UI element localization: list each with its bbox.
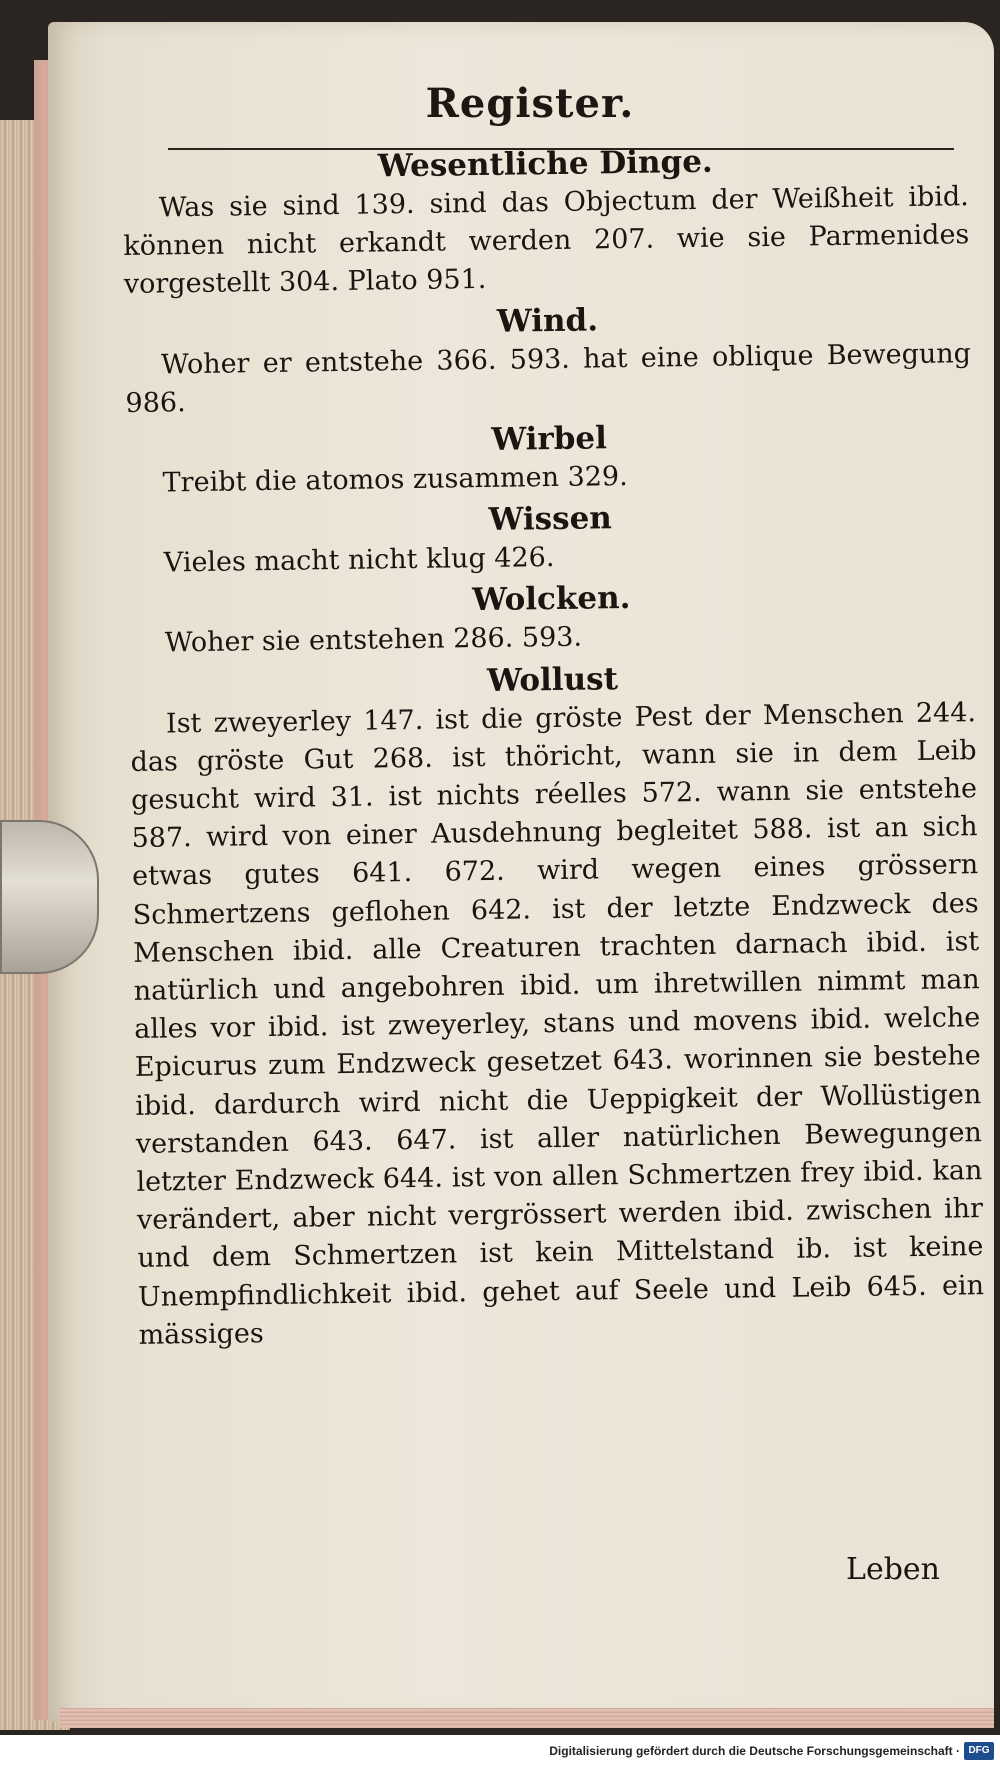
dfg-logo: DFG [964, 1742, 994, 1760]
book-clasp [0, 820, 99, 974]
entry-text: Ist zweyerley 147. ist die gröste Pest der Menschen 244. das gröste Gut 268. ist thöricht, wann sie in dem Leib gesucht wird 31. ist nichts réelles 572. wann sie entstehe 587. wird von einer Ausdehnung begleitet 588. ist an sich etwas gutes 641. 672. wird wegen eines grössern Schmertzens geflohen 642. ist der letzte Endzweck des Menschen ibid. alle Creaturen trachten darnach ibid. ist natürlich und angebohren ibid. um ihretwillen nimmt man alles vor ibid. ist zweyerley, stans und movens ibid. welche Epicurus zum Endzweck gesetzet 643. worinnen sie bestehe ibid. dardurch wird nicht die Ueppigkeit der Wollüstigen verstanden 643. 647. ist aller natürlichen Bewegungen letzter Endzweck 644. ist von allen Schmertzen frey ibid. kan verändert, aber nicht vergrössert werden ibid. zwischen ihr und dem Schmertzen ist kein Mittelstand ib. ist keine Unempfindlichkeit ibid. gehet auf Seele und Leib 645. ein mässiges [130, 696, 985, 1351]
entry-title: Wolcken. [472, 580, 631, 619]
register-entry [124, 295, 972, 423]
entry-text: Woher er entstehe 366. 593. hat eine oblique Bewegung 986. [125, 337, 972, 419]
footer [0, 1740, 1000, 1765]
register-content [122, 136, 985, 1355]
register-entry [122, 138, 970, 304]
catchword: Leben [846, 1552, 940, 1587]
bottom-page-edge [60, 1708, 994, 1728]
entry-title: Wirbel [491, 420, 608, 458]
register-entry [128, 574, 975, 664]
page-header: Register. [425, 80, 635, 127]
entry-text: Woher sie entstehen 286. 593. [164, 622, 583, 659]
entry-text: Treibt die atomos zusammen 329. [162, 460, 628, 499]
entry-title: Wollust [486, 660, 619, 699]
register-entry [126, 413, 973, 503]
entry-text: Vieles macht nicht klug 426. [163, 542, 555, 579]
register-entry [129, 654, 985, 1355]
entry-title: Wissen [488, 500, 613, 539]
footer-credit: Digitalisierung gefördert durch die Deutsche Forschungsgemeinschaft · [549, 1744, 960, 1758]
register-entry [127, 493, 974, 583]
entry-text: Was sie sind 139. sind das Objectum der Weißheit ibid. können nicht erkandt werden 207. wie sie Parmenides vorgestellt 304. Plato 951. [123, 181, 970, 301]
entry-title: Wesentliche Dinge. [377, 143, 713, 185]
entry-title: Wind. [496, 301, 599, 340]
